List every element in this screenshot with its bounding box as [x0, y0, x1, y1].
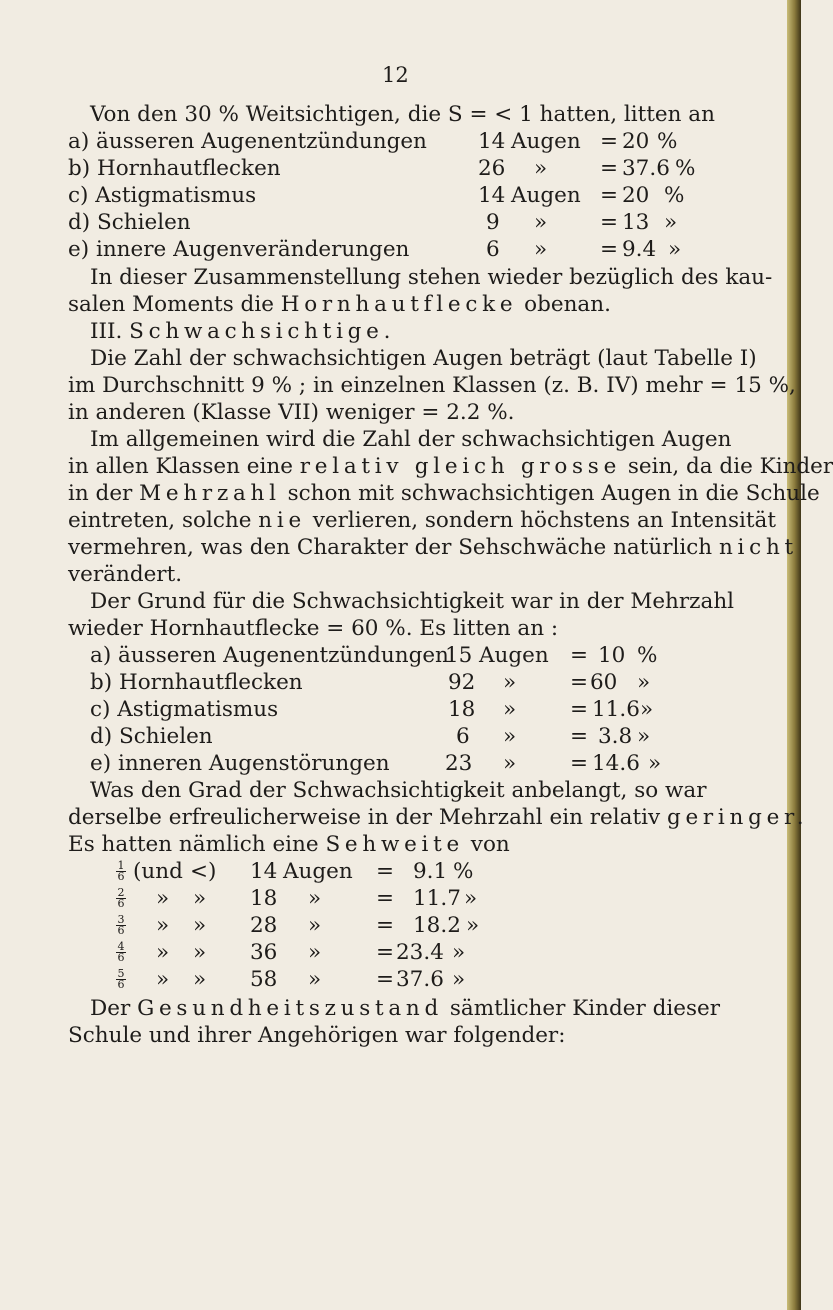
sehweite-fraction [116, 969, 126, 990]
item-percent: 60 [590, 670, 618, 695]
section-title: Schwachsichtige. [129, 319, 396, 344]
fraction-numerator: 4 [117, 940, 125, 953]
item-percent: 3.8 [598, 724, 633, 749]
item-unit: » [308, 967, 322, 992]
item-label: a) äusseren Augenentzündungen [68, 129, 427, 154]
text: obenan. [517, 292, 611, 317]
item-count: 26 [478, 156, 506, 181]
item-percent: 37.6 [622, 156, 670, 181]
fraction-denominator: 6 [117, 978, 125, 991]
item-percent-unit: » [464, 886, 478, 911]
paragraph-kausale-momente-2 [68, 292, 611, 318]
section-heading-schwachsichtige [90, 319, 395, 345]
paragraph-intro-weitsichtige: Von den 30 % Weitsichtigen, die S = < 1 hatten, litten an [90, 102, 715, 127]
item-qualifier-2: » [193, 940, 207, 965]
item-count: 6 [456, 724, 470, 749]
item-percent: 13 [622, 210, 650, 235]
paragraph-grad-2 [68, 805, 808, 831]
item-percent-unit: % [664, 183, 685, 208]
item-count: 14 [478, 183, 506, 208]
item-equals: = [570, 724, 589, 749]
emphasis-geringer: geringer. [666, 805, 809, 830]
paragraph-allgemeinen-3 [68, 481, 820, 507]
item-equals: = [376, 886, 395, 911]
item-equals: = [376, 913, 395, 938]
sehweite-fraction [116, 915, 126, 936]
fraction-denominator: 6 [117, 897, 125, 910]
item-unit: Augen [283, 859, 353, 884]
item-equals: = [600, 237, 619, 262]
item-unit: Augen [511, 183, 581, 208]
sehweite-fraction [116, 942, 126, 963]
item-percent-unit: » [452, 967, 466, 992]
item-count: 36 [250, 940, 278, 965]
page-edge-shadow [787, 0, 801, 1310]
item-percent: 11.7 [413, 886, 461, 911]
item-label: b) Hornhautflecken [68, 156, 281, 181]
item-percent-unit: » [637, 724, 651, 749]
item-unit: » [503, 724, 517, 749]
item-equals: = [600, 210, 619, 235]
item-label: d) Schielen [68, 210, 191, 235]
item-unit: » [534, 237, 548, 262]
item-unit: » [534, 156, 548, 181]
item-unit: » [503, 670, 517, 695]
text: sein, da die Kinder [621, 454, 833, 479]
sehweite-fraction [116, 888, 126, 909]
item-count: 9 [486, 210, 500, 235]
item-percent: 18.2 [413, 913, 461, 938]
item-count: 14 [250, 859, 278, 884]
item-qualifier-2: » [193, 913, 207, 938]
item-percent-unit: % [675, 156, 696, 181]
paragraph-allgemeinen-4 [68, 508, 776, 534]
paragraph-zahl-schwachsichtig: Die Zahl der schwachsichtigen Augen beträgt (laut Tabelle I) [90, 346, 757, 371]
item-count: 6 [486, 237, 500, 262]
item-percent: 9.4 [622, 237, 657, 262]
item-percent: 14.6 [592, 751, 640, 776]
item-label: b) Hornhautflecken [90, 670, 303, 695]
text: vermehren, was den Charakter der Sehschwäche natürlich [68, 535, 719, 560]
item-percent-unit: » [640, 697, 654, 722]
text: sämtlicher Kinder dieser [443, 996, 720, 1021]
paragraph-zahl-schwachsichtig-3: in anderen (Klasse VII) weniger = 2.2 %. [68, 400, 515, 425]
text: in allen Klassen eine [68, 454, 300, 479]
item-label: c) Astigmatismus [68, 183, 257, 208]
item-qualifier-2: » [193, 886, 207, 911]
item-percent-unit: » [466, 913, 480, 938]
item-equals: = [570, 643, 589, 668]
emphasis-sehweite: Sehweite [325, 832, 464, 857]
item-unit: » [503, 751, 517, 776]
item-percent-unit: % [657, 129, 678, 154]
item-count: 23 [445, 751, 473, 776]
item-count: 15 [445, 643, 473, 668]
item-percent-unit: » [648, 751, 662, 776]
item-equals: = [600, 156, 619, 181]
paragraph-allgemeinen-2 [68, 454, 833, 480]
item-unit: » [308, 940, 322, 965]
sehweite-fraction [116, 861, 126, 882]
item-unit: » [534, 210, 548, 235]
emphasis-gesundheitszustand: Gesundheitszustand [137, 996, 444, 1021]
paragraph-allgemeinen: Im allgemeinen wird die Zahl der schwachsichtigen Augen [90, 427, 732, 452]
paragraph-grad: Was den Grad der Schwachsichtigkeit anbelangt, so war [90, 778, 707, 803]
text: derselbe erfreulicherweise in der Mehrzahl ein relativ [68, 805, 667, 830]
item-unit: Augen [511, 129, 581, 154]
item-qualifier: » [156, 886, 170, 911]
item-label: a) äusseren Augenentzündungen [90, 643, 449, 668]
item-percent: 20 [622, 183, 650, 208]
paragraph-gesundheitszustand-2: Schule und ihrer Angehörigen war folgender: [68, 1023, 566, 1048]
item-unit: Augen [479, 643, 549, 668]
item-qualifier: » [156, 967, 170, 992]
item-count: 92 [448, 670, 476, 695]
item-count: 18 [250, 886, 278, 911]
item-count: 14 [478, 129, 506, 154]
text: schon mit schwachsichtigen Augen in die Schule [280, 481, 820, 506]
item-equals: = [570, 697, 589, 722]
item-equals: = [570, 751, 589, 776]
item-qualifier: » [156, 913, 170, 938]
emphasis-mehrzahl: Mehrzahl [139, 481, 281, 506]
item-equals: = [570, 670, 589, 695]
item-percent-unit: » [664, 210, 678, 235]
fraction-denominator: 6 [117, 951, 125, 964]
item-percent-unit: % [637, 643, 658, 668]
emphasis-nie: nie [258, 508, 306, 533]
text: eintreten, solche [68, 508, 259, 533]
text: von [463, 832, 510, 857]
item-label: e) innere Augenveränderungen [68, 237, 410, 262]
item-percent-unit: » [452, 940, 466, 965]
emphasis-nicht: nicht [718, 535, 798, 560]
page-number: 12 [382, 63, 409, 87]
item-percent-unit: » [637, 670, 651, 695]
fraction-numerator: 1 [117, 859, 125, 872]
item-equals: = [376, 859, 395, 884]
fraction-numerator: 5 [117, 967, 125, 980]
item-unit: » [308, 886, 322, 911]
item-equals: = [376, 967, 395, 992]
text: verlieren, sondern höchstens an Intensität [305, 508, 777, 533]
paragraph-allgemeinen-6: verändert. [68, 562, 183, 587]
item-percent: 37.6 [396, 967, 444, 992]
item-equals: = [600, 129, 619, 154]
fraction-numerator: 3 [117, 913, 125, 926]
text: Es hatten nämlich eine [68, 832, 326, 857]
section-number: III. [90, 319, 130, 344]
fraction-denominator: 6 [117, 924, 125, 937]
text: in der [68, 481, 140, 506]
item-count: 28 [250, 913, 278, 938]
item-percent-unit: » [668, 237, 682, 262]
item-label: d) Schielen [90, 724, 213, 749]
item-percent: 20 [622, 129, 650, 154]
item-label: e) inneren Augenstörungen [90, 751, 390, 776]
paragraph-allgemeinen-5 [68, 535, 798, 561]
text: Der [90, 996, 138, 1021]
item-unit: » [308, 913, 322, 938]
item-qualifier-2: <) [190, 859, 217, 884]
paragraph-gesundheitszustand [90, 996, 720, 1022]
item-equals: = [376, 940, 395, 965]
emphasis-hornhautflecke: Hornhautflecke [280, 292, 518, 317]
paragraph-grund: Der Grund für die Schwachsichtigkeit war in der Mehrzahl [90, 589, 735, 614]
item-qualifier: (und [133, 859, 183, 884]
fraction-denominator: 6 [117, 870, 125, 883]
item-qualifier: » [156, 940, 170, 965]
item-unit: » [503, 697, 517, 722]
paragraph-grad-3 [68, 832, 510, 858]
item-percent-unit: % [453, 859, 474, 884]
text: salen Moments die [68, 292, 281, 317]
item-percent: 10 [598, 643, 626, 668]
item-equals: = [600, 183, 619, 208]
item-count: 18 [448, 697, 476, 722]
item-label: c) Astigmatismus [90, 697, 279, 722]
item-percent: 11.6 [592, 697, 640, 722]
item-qualifier-2: » [193, 967, 207, 992]
paragraph-kausale-momente: In dieser Zusammenstellung stehen wieder bezüglich des kau- [90, 265, 773, 290]
paragraph-grund-2: wieder Hornhautflecke = 60 %. Es litten an : [68, 616, 559, 641]
item-percent: 23.4 [396, 940, 444, 965]
fraction-numerator: 2 [117, 886, 125, 899]
item-count: 58 [250, 967, 278, 992]
paragraph-zahl-schwachsichtig-2: im Durchschnitt 9 % ; in einzelnen Klassen (z. B. IV) mehr = 15 %, [68, 373, 796, 398]
item-percent: 9.1 [413, 859, 448, 884]
emphasis-relativ-gleich-grosse: relativ gleich grosse [299, 454, 622, 479]
